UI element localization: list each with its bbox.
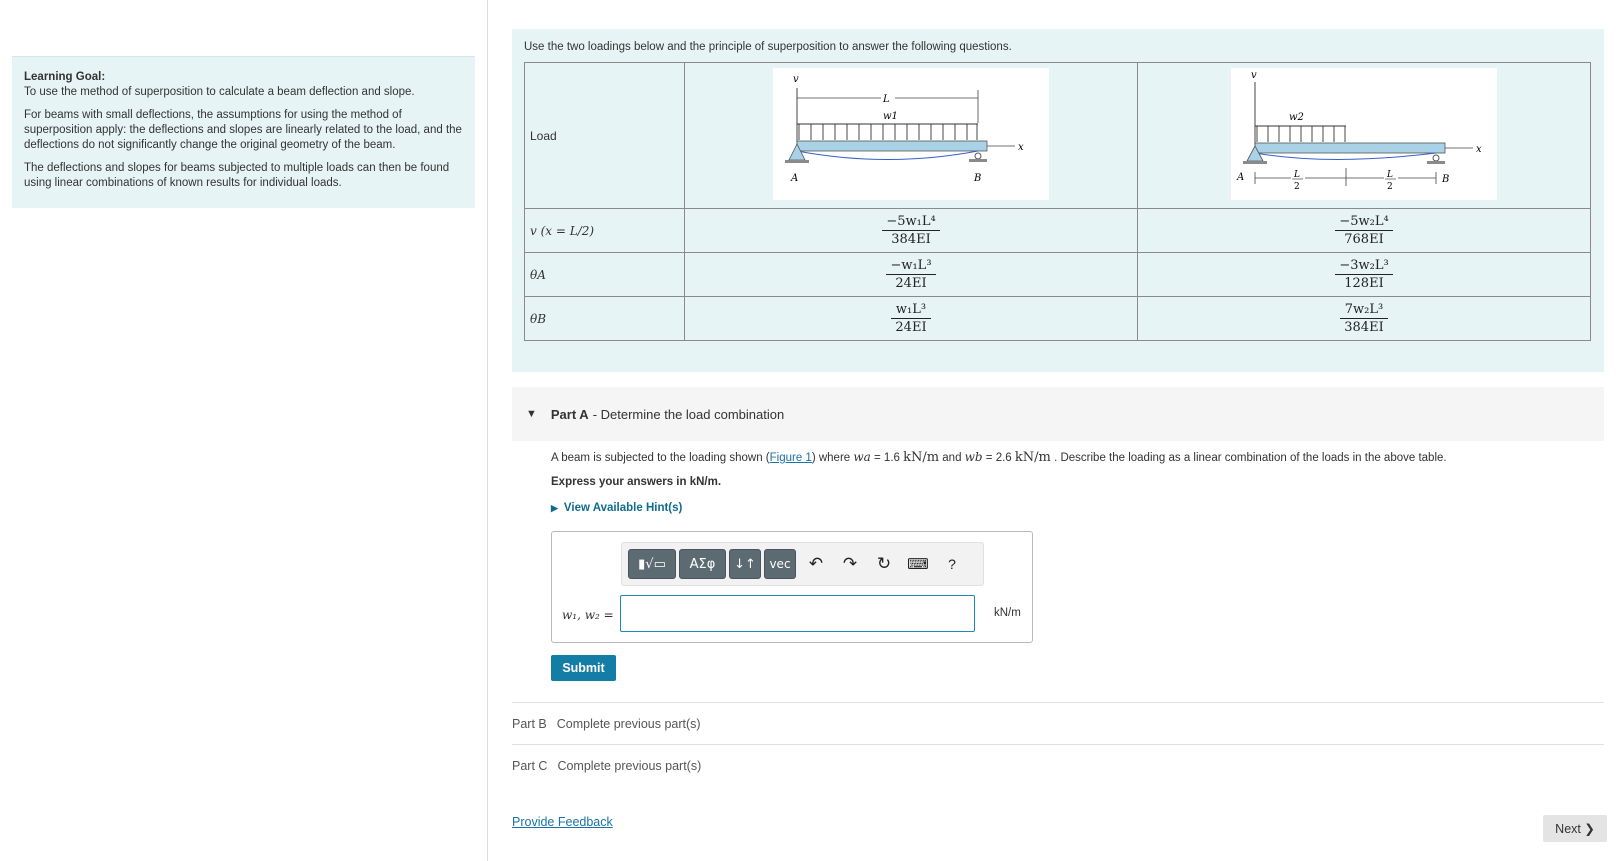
hints-label: View Available Hint(s) bbox=[563, 502, 683, 514]
next-button[interactable]: Next ❯ bbox=[1543, 815, 1607, 842]
part-a-label: Part A bbox=[550, 406, 589, 422]
wa-unit: kN/m bbox=[903, 450, 940, 465]
load-label: Load bbox=[525, 63, 685, 209]
answer-variable-label: w₁, w₂ = bbox=[562, 608, 614, 622]
question-text bbox=[551, 450, 1611, 465]
table-row bbox=[525, 209, 1591, 253]
value-cell bbox=[685, 209, 1138, 253]
learning-goal-para2: For beams with small deflections, the assumptions for using the method of superposition apply: the deflections and slopes are linearly related to the load, and the deflections do not significantly change the original geometry of the beam. bbox=[24, 109, 462, 151]
answer-box bbox=[551, 531, 1033, 643]
a1-num: −w₁L³ bbox=[886, 258, 935, 275]
question-suffix: . Describe the loading as a linear combination of the loads in the above table. bbox=[1050, 452, 1447, 464]
question-and: and bbox=[939, 452, 965, 464]
wb-unit: kN/m bbox=[1014, 450, 1051, 465]
caret-right-icon: ▶ bbox=[551, 503, 558, 513]
table-row bbox=[525, 253, 1591, 297]
answer-input[interactable] bbox=[620, 595, 975, 632]
figure-cell-2 bbox=[1138, 63, 1591, 209]
vec-button[interactable]: vec bbox=[764, 549, 796, 579]
value-cell bbox=[1138, 297, 1591, 341]
part-a-title: - Determine the load combination bbox=[592, 406, 785, 422]
figure-link[interactable]: Figure 1 bbox=[769, 452, 812, 464]
math-toolbar bbox=[621, 542, 984, 586]
part-b-label: Part B bbox=[512, 717, 547, 731]
wb-symbol: wb bbox=[964, 450, 983, 464]
part-c-status: Complete previous part(s) bbox=[557, 759, 702, 773]
b2-num: 7w₂L³ bbox=[1340, 302, 1387, 319]
question-prefix: A beam is subjected to the loading shown ( bbox=[551, 452, 770, 464]
learning-goal-para3: The deflections and slopes for beams subjected to multiple loads can then be found using linear combinations of known results for individual loads. bbox=[24, 162, 450, 189]
keyboard-icon[interactable]: ⌨ bbox=[907, 556, 929, 573]
b1-num: w₁L³ bbox=[891, 302, 930, 319]
row-thetaA-label: θA bbox=[525, 253, 685, 297]
part-a-header[interactable] bbox=[512, 387, 1604, 441]
v1-num: −5w₁L⁴ bbox=[882, 214, 939, 231]
fig2-A-label: A bbox=[1237, 172, 1245, 183]
view-hints-link[interactable] bbox=[551, 502, 1611, 514]
fig1-L-label: L bbox=[883, 94, 890, 105]
value-cell bbox=[685, 297, 1138, 341]
intro-panel bbox=[512, 29, 1604, 372]
fig1-x-label: x bbox=[1018, 142, 1024, 153]
caret-down-icon[interactable]: ▼ bbox=[526, 408, 537, 420]
beam-figure-half-uniform bbox=[1231, 68, 1497, 200]
a2-num: −3w₂L³ bbox=[1335, 258, 1392, 275]
v1-den: 384EI bbox=[891, 232, 931, 247]
loading-table bbox=[524, 62, 1591, 341]
question-where: ) where bbox=[811, 452, 854, 464]
fig1-w-label: w1 bbox=[883, 111, 898, 122]
value-cell bbox=[685, 253, 1138, 297]
help-icon[interactable]: ? bbox=[948, 556, 956, 572]
fig2-B-label: B bbox=[1442, 174, 1450, 185]
b1-den: 24EI bbox=[895, 320, 927, 335]
divider bbox=[512, 702, 1604, 703]
fig2-half-2-left: 2 bbox=[1294, 182, 1300, 192]
figure-cell-1 bbox=[685, 63, 1138, 209]
part-a-question bbox=[551, 450, 1611, 514]
provide-feedback-link[interactable]: Provide Feedback bbox=[512, 815, 613, 829]
b2-den: 384EI bbox=[1344, 320, 1384, 335]
fig2-v-label: v bbox=[1251, 70, 1257, 81]
beam-figure-uniform bbox=[773, 68, 1049, 200]
v2-den: 768EI bbox=[1344, 232, 1384, 247]
row-v-label: v (x = L/2) bbox=[525, 209, 685, 253]
fig1-B-label: B bbox=[974, 173, 982, 184]
wa-value: = 1.6 bbox=[870, 452, 904, 464]
fig2-w-label: w2 bbox=[1289, 112, 1304, 123]
learning-goal-line1: To use the method of superposition to calculate a beam deflection and slope. bbox=[24, 86, 415, 98]
part-b-row bbox=[512, 717, 701, 731]
table-row bbox=[525, 297, 1591, 341]
table-row bbox=[525, 63, 1591, 209]
v2-num: −5w₂L⁴ bbox=[1335, 214, 1392, 231]
wb-value: = 2.6 bbox=[982, 452, 1015, 464]
undo-icon[interactable]: ↶ bbox=[808, 554, 824, 573]
fig1-A-label: A bbox=[791, 173, 799, 184]
submit-button[interactable]: Submit bbox=[551, 655, 616, 681]
left-column bbox=[0, 0, 488, 861]
a2-den: 128EI bbox=[1344, 276, 1384, 291]
greek-button[interactable]: ΑΣφ bbox=[679, 549, 726, 579]
redo-icon[interactable]: ↷ bbox=[842, 554, 858, 573]
divider bbox=[512, 744, 1604, 745]
fig2-half-2-right: 2 bbox=[1387, 182, 1393, 192]
sort-button[interactable]: ↓↑ bbox=[729, 549, 761, 579]
reset-icon[interactable]: ↻ bbox=[876, 554, 892, 573]
value-cell bbox=[1138, 209, 1591, 253]
row-thetaB-label: θB bbox=[525, 297, 685, 341]
part-c-label: Part C bbox=[512, 759, 548, 773]
templates-button[interactable]: ▮√▭ bbox=[628, 549, 676, 579]
answer-unit: kN/m bbox=[994, 607, 1021, 619]
fig2-x-label: x bbox=[1476, 144, 1482, 155]
learning-goal-title: Learning Goal: bbox=[24, 71, 106, 83]
fig2-half-L-left: L bbox=[1294, 170, 1300, 180]
learning-goal-box bbox=[12, 56, 475, 208]
fig2-half-L-right: L bbox=[1387, 170, 1393, 180]
part-c-row bbox=[512, 759, 701, 773]
wa-symbol: wa bbox=[853, 450, 871, 464]
fig1-v-label: v bbox=[793, 74, 799, 85]
intro-text: Use the two loadings below and the principle of superposition to answer the following questions. bbox=[524, 41, 1012, 53]
express-instructions: Express your answers in kN/m. bbox=[551, 476, 722, 488]
part-b-status: Complete previous part(s) bbox=[556, 717, 701, 731]
value-cell bbox=[1138, 253, 1591, 297]
a1-den: 24EI bbox=[895, 276, 927, 291]
